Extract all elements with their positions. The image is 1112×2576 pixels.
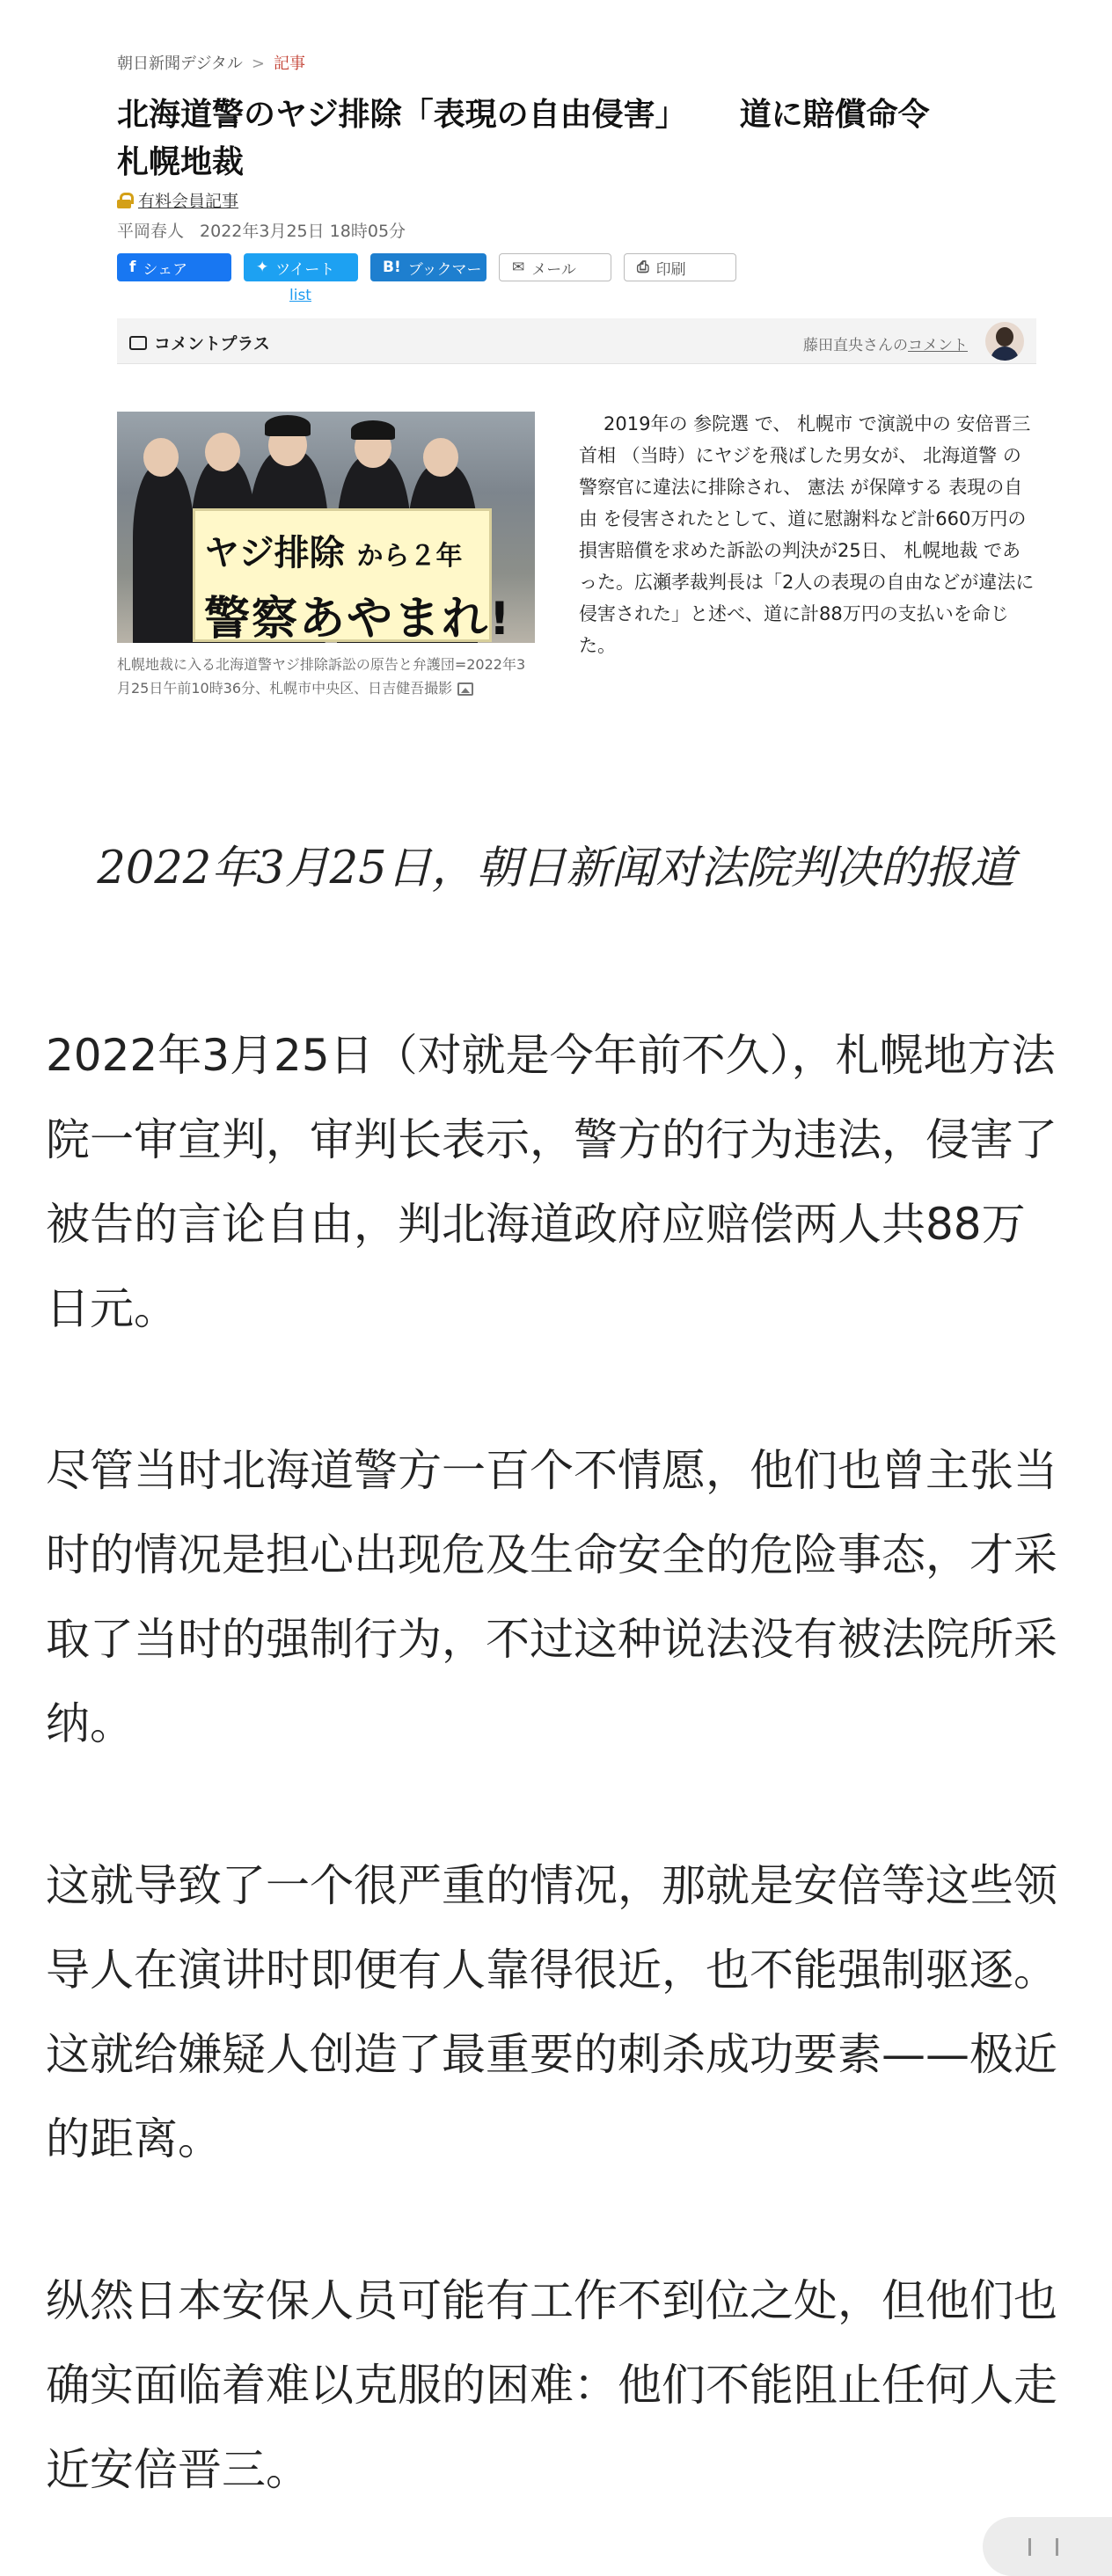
breadcrumb [117,51,305,74]
print-icon: ⎙ [637,259,649,276]
avatar[interactable] [985,322,1024,361]
comment-link[interactable]: コメント [908,337,968,354]
mail-icon: ✉ [512,259,525,276]
list-link[interactable]: list [289,287,311,304]
article-photo[interactable] [117,412,535,643]
picture-icon[interactable] [457,682,473,696]
member-badge[interactable] [117,188,238,212]
facebook-share-button[interactable]: f シェア [117,253,231,281]
photo-person-head [143,438,179,477]
paragraph: 尽管当时北海道警方一百个不情愿，他们也曾主张当时的情况是担心出现危及生命安全的危险事态，才采取了当时的强制行为，不过这种说法没有被法院所采纳。 [46,1445,1057,1749]
publish-date: 2022年3月25日 18時05分 [200,222,406,241]
breadcrumb-site[interactable]: 朝日新聞デジタル [117,55,243,73]
headline-source: 札幌地裁 [117,144,245,180]
banner-line1-small: から２年 [356,541,463,572]
twitter-icon: ✦ [256,259,269,276]
protest-banner [193,508,512,643]
image-caption: 2022年3月25日，朝日新闻对法院判决的报道 [97,843,1015,894]
photo-person-head [205,433,240,471]
banner-line1: ヤジ排除 [204,533,345,573]
paragraph: 纵然日本安保人员可能有工作不到位之处，但他们也确实面临着难以克服的困难：他们不能阻止任何人走近安倍晋三。 [46,2275,1057,2495]
print-button[interactable]: ⎙ 印刷 [624,253,736,281]
paragraph: 这就导致了一个很严重的情况，那就是安倍等这些领导人在演讲时即便有人靠得很近，也不能强制驱逐。这就给嫌疑人创造了最重要的刺杀成功要素——极近的距离。 [46,1860,1057,2164]
headline-main: 北海道警のヤジ排除「表現の自由侵害」 [117,97,687,133]
commenter-name: 藤田直央さんの [803,337,908,354]
comment-plus-bar [117,318,1036,364]
comment-plus-label[interactable]: コメントプラス [129,331,270,354]
commenter-info [803,332,968,354]
article-screenshot [117,42,1036,746]
breadcrumb-separator: > [251,55,266,73]
author: 平岡春人 [117,222,185,241]
comment-bubble-icon [129,336,147,350]
share-bar [117,253,736,281]
byline [117,218,406,242]
hatena-bookmark-button[interactable]: B! ブックマー [370,253,486,281]
photo-person [133,464,194,643]
member-label: 有料会員記事 [138,192,239,211]
article-body: 2019年の 参院選 で、 札幌市 で演説中の 安倍晋三首相 （当時）にヤジを飛ばした男女が、 北海道警 の警察官に違法に排除され、 憲法 が保障する 表現の自由 を侵害されたとして、道に慰謝料など計660万円の損害賠償を求めた訴訟の判決が25日、 札幌地裁 であった。広瀬孝裁判長は「2人の表現の自由などが違法に侵害された」と述べ、道に計88万円の支払いを命じた。 [579,413,1035,656]
photo-person-head [423,438,458,477]
hatena-icon: B! [383,259,401,276]
mail-button[interactable]: ✉ メール [499,253,611,281]
banner-line2: 警察あやまれ! [204,593,512,643]
scroll-indicator-icon[interactable] [983,2517,1112,2576]
paragraph: 2022年3月25日（对就是今年前不久），札幌地方法院一审宣判，审判长表示，警方的行为违法，侵害了被告的言论自由，判北海道政府应赔偿两人共88万日元。 [46,1030,1057,1334]
breadcrumb-current[interactable]: 記事 [274,55,306,73]
photo-caption: 札幌地裁に入る北海道警ヤジ排除訴訟の原告と弁護団=2022年3月25日午前10時36分、札幌市中央区、日吉健吾撮影 [117,656,526,697]
lock-icon [117,193,131,208]
twitter-share-button[interactable]: ✦ ツイート [244,253,358,281]
facebook-icon: f [129,259,136,276]
headline-sub: 道に賠償命令 [739,97,930,133]
article-headline [117,91,1032,186]
